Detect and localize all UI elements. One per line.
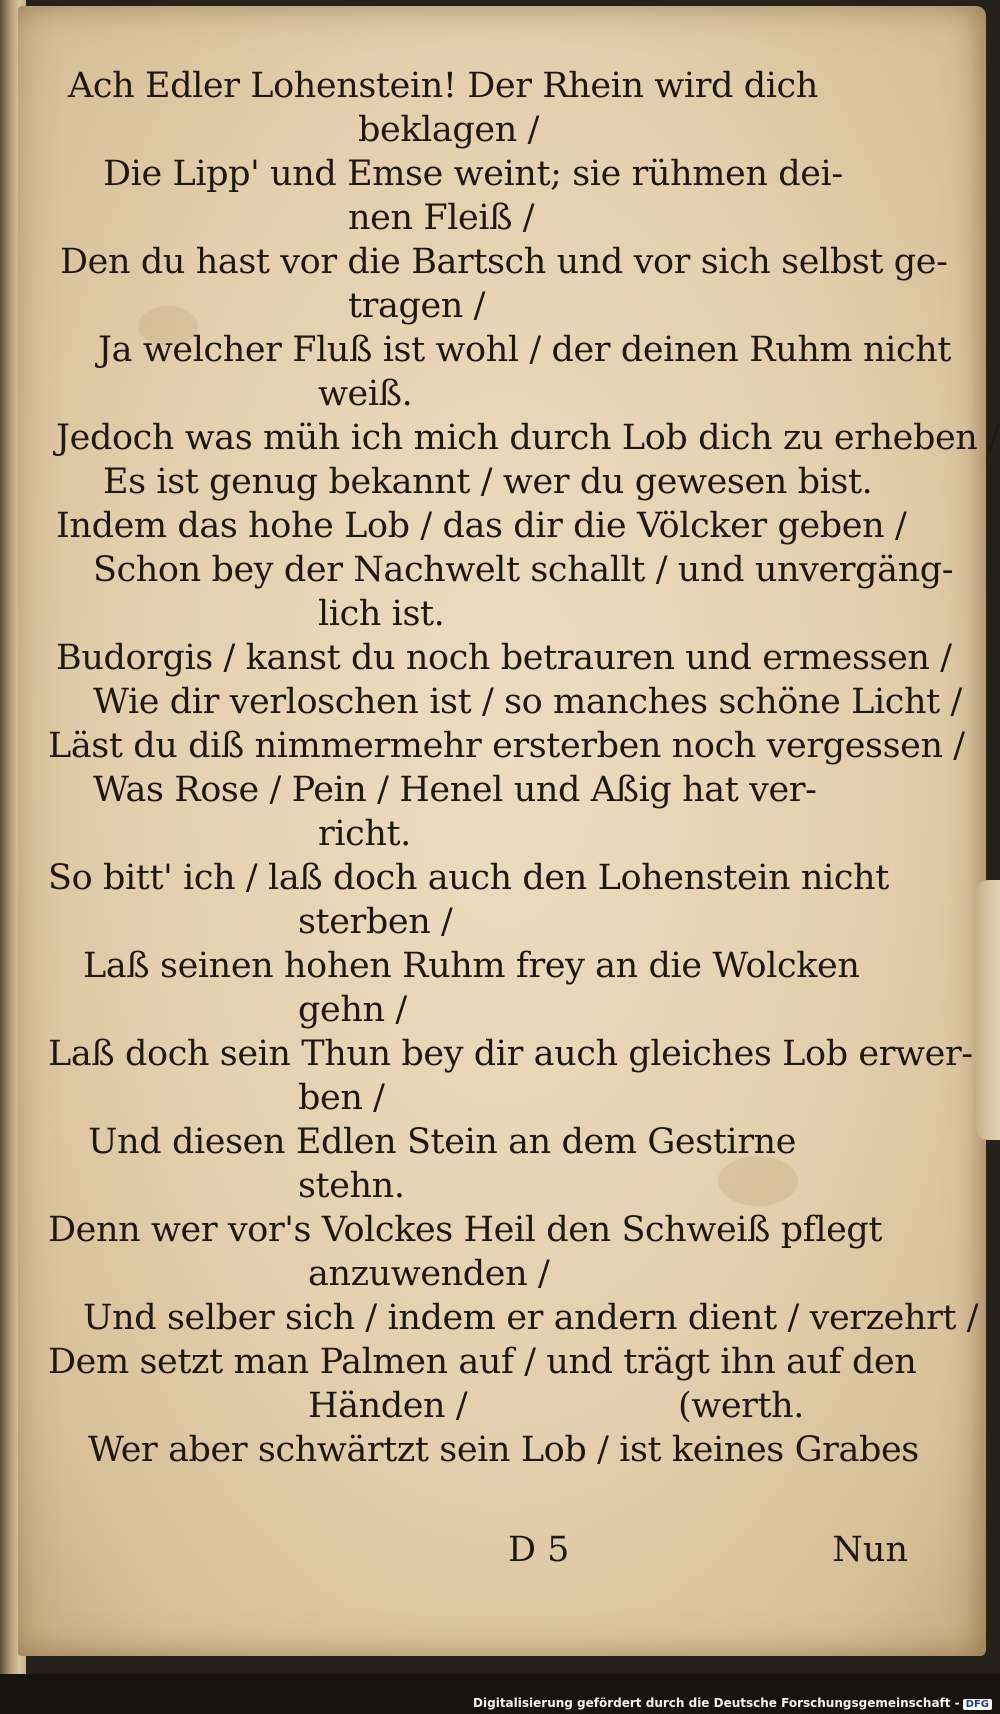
text-line: anzuwenden / <box>308 1254 550 1294</box>
text-line: weiß. <box>318 374 413 414</box>
text-line: Und selber sich / indem er andern dient / verzehrt / <box>83 1298 979 1338</box>
turnover-word: (werth. <box>678 1386 804 1426</box>
catchword: Nun <box>832 1530 908 1570</box>
text-line: Was Rose / Pein / Henel und Aßig hat ver- <box>93 770 817 810</box>
text-line: Händen / <box>308 1386 468 1426</box>
text-line: Laß seinen hohen Ruhm frey an die Wolcken <box>83 946 860 986</box>
text-line: Läst du diß nimmermehr ersterben noch vergessen / <box>48 726 965 766</box>
text-line: ben / <box>298 1078 385 1118</box>
poem-text <box>48 64 1000 1570</box>
text-line: Die Lipp' und Emse weint; sie rühmen dei- <box>103 154 843 194</box>
text-line: stehn. <box>298 1166 405 1206</box>
text-line: Wie dir verloschen ist / so manches schöne Licht / <box>93 682 962 722</box>
text-line: So bitt' ich / laß doch auch den Lohenstein nicht <box>48 858 889 898</box>
dfg-logo: DFG <box>963 1699 992 1710</box>
footer-text: Digitalisierung gefördert durch die Deutsche Forschungsgemeinschaft - <box>473 1696 960 1710</box>
bottom-strip <box>0 1674 1000 1714</box>
text-line: Ja welcher Fluß ist wohl / der deinen Ruhm nicht <box>98 330 951 370</box>
text-line: nen Fleiß / <box>348 198 535 238</box>
text-line: Und diesen Edlen Stein an dem Gestirne <box>88 1122 797 1162</box>
digitization-footer <box>473 1696 992 1710</box>
text-line: sterben / <box>298 902 453 942</box>
text-line: Laß doch sein Thun bey dir auch gleiches Lob erwer- <box>48 1034 973 1074</box>
text-line: Jedoch was müh ich mich durch Lob dich zu erheben / <box>56 418 1000 458</box>
text-line: beklagen / <box>358 110 539 150</box>
signature-mark: D 5 <box>508 1530 570 1570</box>
text-line: Es ist genug bekannt / wer du gewesen bist. <box>103 462 873 502</box>
text-line: Den du hast vor die Bartsch und vor sich selbst ge- <box>60 242 948 282</box>
book-page <box>18 6 1000 1656</box>
text-line: Schon bey der Nachwelt schallt / und unvergäng- <box>93 550 954 590</box>
text-line: Ach Edler Lohenstein! Der Rhein wird dich <box>68 66 818 106</box>
text-line: gehn / <box>298 990 407 1030</box>
text-line: lich ist. <box>318 594 445 634</box>
text-line: Indem das hohe Lob / das dir die Völcker geben / <box>56 506 907 546</box>
text-line: Dem setzt man Palmen auf / und trägt ihn auf den <box>48 1342 917 1382</box>
text-line-with-turnover <box>48 1384 878 1428</box>
text-line: Wer aber schwärtzt sein Lob / ist keines Grabes <box>88 1430 919 1470</box>
text-line: tragen / <box>348 286 486 326</box>
page-edge-tab <box>976 880 1000 1140</box>
text-line: Budorgis / kanst du noch betrauren und ermessen / <box>56 638 952 678</box>
text-line: Denn wer vor's Volckes Heil den Schweiß pflegt <box>48 1210 883 1250</box>
page-footer-line <box>48 1530 908 1582</box>
text-line: richt. <box>318 814 411 854</box>
